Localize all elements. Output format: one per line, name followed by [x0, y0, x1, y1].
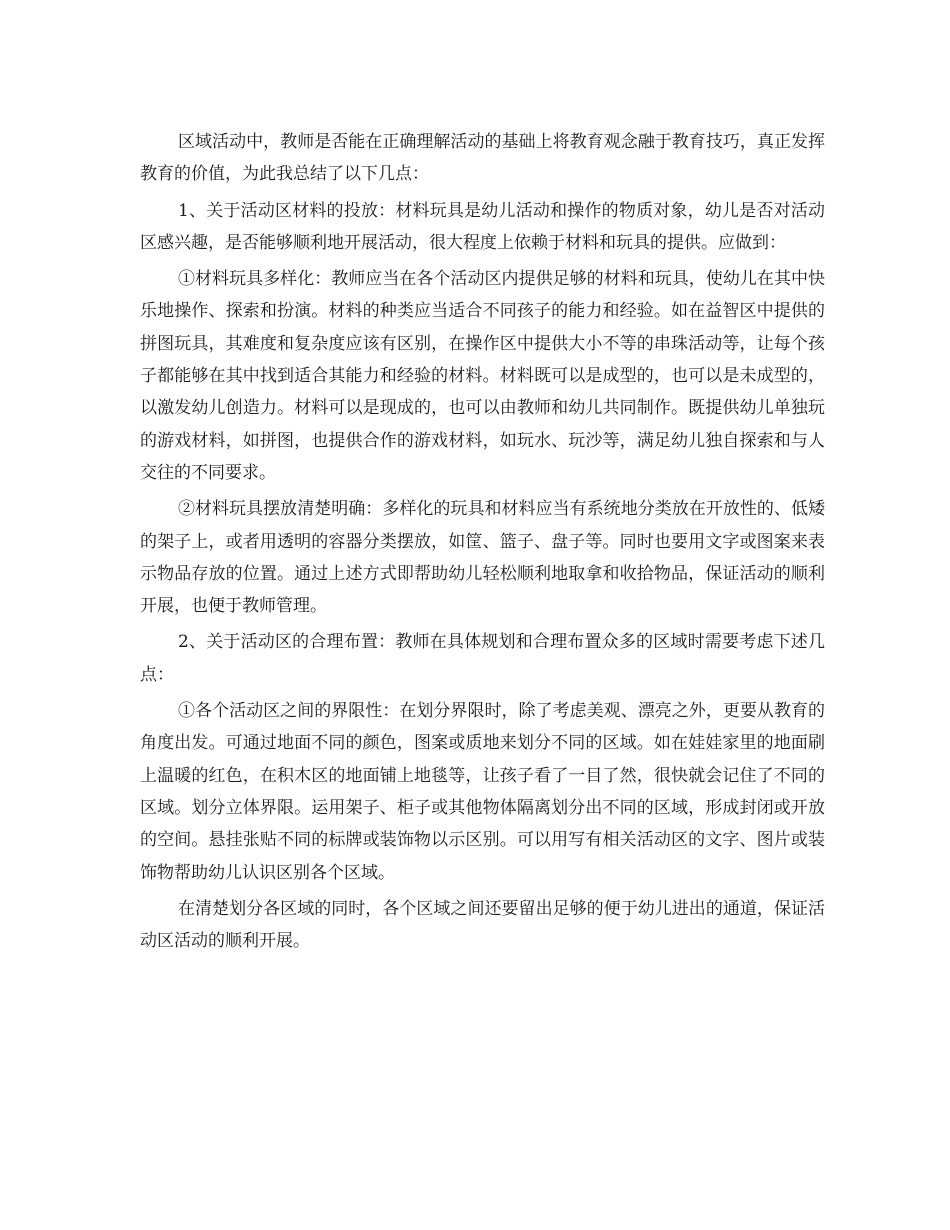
document-body	[140, 126, 825, 961]
paragraph-section-1-heading: 1、关于活动区材料的投放：材料玩具是幼儿活动和操作的物质对象，幼儿是否对活动区感兴趣，是否能够顺利地开展活动，很大程度上依赖于材料和玩具的提供。应做到：	[140, 200, 825, 253]
paragraph-section-2-item-1: ①各个活动区之间的界限性：在划分界限时，除了考虑美观、漂亮之外，更要从教育的角度出发。可通过地面不同的颜色，图案或质地来划分不同的区域。如在娃娃家里的地面刷上温暖的红色，在积木区的地面铺上地毯等，让孩子看了一目了然，很快就会记住了不同的区域。划分立体界限。运用架子、柜子或其他物体隔离划分出不同的区域，形成封闭或开放的空间。悬挂张贴不同的标牌或装饰物以示区别。可以用写有相关活动区的文字、图片或装饰物帮助幼儿认识区别各个区域。	[140, 701, 825, 883]
paragraph-section-1-item-1: ①材料玩具多样化：教师应当在各个活动区内提供足够的材料和玩具，使幼儿在其中快乐地操作、探索和扮演。材料的种类应当适合不同孩子的能力和经验。如在益智区中提供的拼图玩具，其难度和复杂度应该有区别，在操作区中提供大小不等的串珠活动等，让每个孩子都能够在其中找到适合其能力和经验的材料。材料既可以是成型的，也可以是未成型的，以激发幼儿创造力。材料可以是现成的，也可以由教师和幼儿共同制作。既提供幼儿单独玩的游戏材料，如拼图，也提供合作的游戏材料，如玩水、玩沙等，满足幼儿独自探索和与人交往的不同要求。	[140, 269, 825, 483]
paragraph-conclusion: 在清楚划分各区域的同时，各个区域之间还要留出足够的便于幼儿进出的通道，保证活动区活动的顺利开展。	[140, 898, 825, 952]
paragraph-section-1-item-2: ②材料玩具摆放清楚明确：多样化的玩具和材料应当有系统地分类放在开放性的、低矮的架子上，或者用透明的容器分类摆放，如筐、篮子、盘子等。同时也要用文字或图案来表示物品存放的位置。通过上述方式即帮助幼儿轻松顺利地取拿和收拾物品，保证活动的顺利开展，也便于教师管理。	[140, 499, 825, 617]
paragraph-intro: 区域活动中，教师是否能在正确理解活动的基础上将教育观念融于教育技巧，真正发挥教育的价值，为此我总结了以下几点：	[140, 132, 825, 185]
paragraph-section-2-heading: 2、关于活动区的合理布置：教师在具体规划和合理布置众多的区域时需要考虑下述几点：	[140, 632, 825, 685]
